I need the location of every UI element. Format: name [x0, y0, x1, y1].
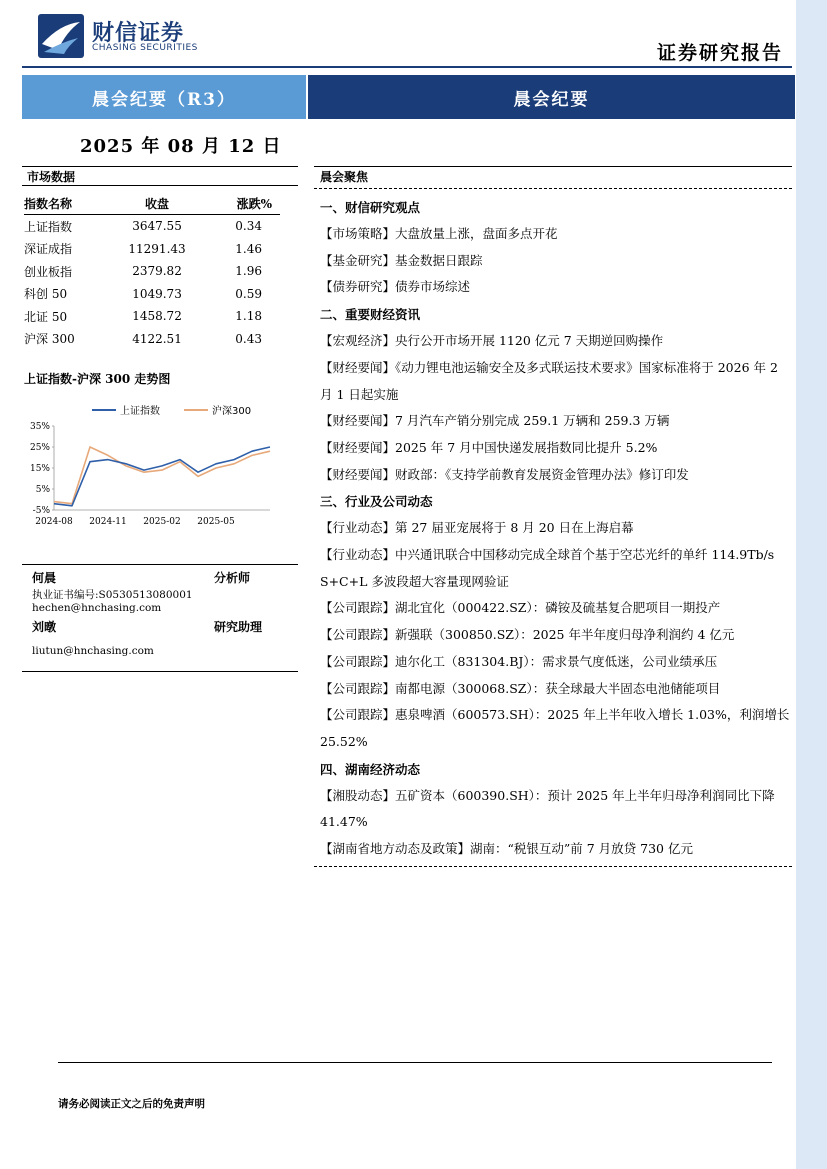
logo-name-en: CHASING SECURITIES [92, 43, 198, 53]
series-line [54, 447, 270, 504]
y-tick-label: 25% [29, 443, 50, 453]
index-name: 北证 50 [24, 309, 68, 324]
trend-chart [22, 398, 300, 533]
index-change: 1.96 [235, 264, 262, 279]
focus-title: 晨会聚焦 [314, 166, 792, 186]
index-close: 4122.51 [132, 331, 182, 346]
index-close: 11291.43 [128, 241, 186, 256]
x-tick-label: 2025-05 [197, 517, 235, 527]
news-item: 【湘股动态】五矿资本（600390.SH）：预计 2025 年上半年归母净利润同比下降 41.47% [320, 787, 775, 830]
footer-divider [58, 1062, 772, 1063]
news-item: 【公司跟踪】湖北宜化（000422.SZ）：磷铵及硫基复合肥项目一期投产 [320, 600, 721, 616]
table-row [24, 260, 280, 283]
news-list [320, 194, 792, 863]
news-item: 【行业动态】中兴通讯联合中国移动完成全球首个基于空芯光纤的单纤 114.9Tb/s S+C+L 多波段超大容量现网验证 [320, 547, 775, 589]
news-item: 【财经要闻】7 月汽车产销分别完成 259.1 万辆和 259.3 万辆 [320, 413, 670, 429]
index-change: 0.43 [235, 331, 262, 346]
news-item: 【财经要闻】《动力锂电池运输安全及多式联运技术要求》国家标准将于 2026 年 2 月 1 日起实施 [320, 359, 778, 402]
news-item: 【财经要闻】2025 年 7 月中国快递发展指数同比提升 5.2% [320, 439, 658, 455]
news-section-heading: 三、行业及公司动态 [320, 494, 433, 510]
index-close: 2379.82 [132, 264, 182, 279]
x-tick-label: 2024-08 [35, 517, 73, 527]
x-tick-label: 2025-02 [143, 517, 181, 527]
logo-name-cn: 财信证券 [92, 21, 185, 46]
col-change: 涨跌% [236, 196, 272, 211]
index-change: 0.34 [235, 219, 262, 234]
index-name: 上证指数 [24, 219, 73, 234]
table-row [24, 215, 280, 238]
table-row [24, 283, 280, 306]
banner-left: 晨会纪要（R3） [22, 75, 306, 119]
news-item: 【公司跟踪】迪尔化工（831304.BJ）：需求景气度低迷，公司业绩承压 [320, 653, 718, 669]
news-item: 【市场策略】大盘放量上涨，盘面多点开花 [320, 226, 558, 241]
analyst-name: 何晨 [32, 571, 57, 585]
assistant-role: 研究助理 [214, 620, 263, 634]
news-section-heading: 一、财信研究观点 [320, 200, 421, 215]
news-item: 【公司跟踪】南都电源（300068.SZ）：获全球最大半固态电池储能项目 [320, 680, 721, 696]
assistant-email: liutun@hnchasing.com [32, 645, 154, 657]
index-name: 科创 50 [24, 287, 68, 302]
news-item: 【行业动态】第 27 届亚宠展将于 8 月 20 日在上海启幕 [320, 520, 634, 536]
company-logo-icon [38, 14, 84, 58]
y-tick-label: 35% [29, 422, 50, 432]
x-tick-label: 2024-11 [89, 517, 127, 527]
index-close: 3647.55 [132, 219, 182, 234]
index-name: 深证成指 [24, 242, 73, 257]
market-data-title: 市场数据 [22, 166, 298, 186]
index-change: 0.59 [235, 286, 262, 301]
news-item: 【湖南省地方动态及政策】湖南：“税银互动”前 7 月放贷 730 亿元 [320, 841, 693, 857]
report-type-label: 证券研究报告 [656, 42, 783, 64]
col-close: 收盘 [145, 196, 170, 211]
news-item: 【债券研究】债券市场综述 [320, 279, 471, 295]
market-table-header [24, 192, 280, 215]
header-divider [22, 66, 792, 68]
news-end-divider [314, 866, 792, 867]
analyst-license: 执业证书编号:S0530513080001 [32, 589, 193, 601]
analyst-email: hechen@hnchasing.com [32, 602, 162, 614]
side-decoration-bar [796, 0, 827, 1169]
y-tick-label: 5% [35, 485, 50, 495]
legend-label: 沪深300 [212, 406, 252, 417]
y-tick-label: 15% [29, 464, 50, 474]
market-table [24, 192, 280, 350]
news-section-heading: 二、重要财经资讯 [320, 307, 421, 323]
focus-divider [314, 188, 792, 189]
news-item: 【基金研究】基金数据日跟踪 [320, 252, 483, 268]
assistant-name: 刘暾 [32, 620, 57, 634]
news-item: 【宏观经济】央行公开市场开展 1120 亿元 7 天期逆回购操作 [320, 333, 664, 349]
table-row [24, 238, 280, 261]
index-close: 1458.72 [132, 309, 182, 324]
y-tick-label: -5% [32, 506, 50, 516]
analyst-box [22, 564, 298, 672]
legend-label: 上证指数 [120, 406, 160, 417]
news-section-heading: 四、湖南经济动态 [320, 761, 421, 777]
news-item: 【公司跟踪】惠泉啤酒（600573.SH）：2025 年上半年收入增长 1.03%，利润增长 25.52% [320, 707, 790, 749]
index-close: 1049.73 [132, 286, 182, 301]
table-row [24, 328, 280, 351]
analyst-role: 分析师 [214, 571, 251, 585]
news-item: 【财经要闻】财政部：《支持学前教育发展资金管理办法》修订印发 [320, 466, 689, 482]
disclaimer-note: 请务必阅读正文之后的免责声明 [58, 1098, 205, 1110]
banner-right: 晨会纪要 [308, 75, 795, 119]
col-index-name: 指数名称 [24, 196, 73, 211]
index-change: 1.18 [235, 309, 262, 324]
table-row [24, 305, 280, 328]
index-change: 1.46 [235, 241, 262, 256]
news-item: 【公司跟踪】新强联（300850.SZ）：2025 年半年度归母净利润约 4 亿元 [320, 627, 735, 643]
index-name: 沪深 300 [24, 332, 75, 347]
chart-title: 上证指数-沪深 300 走势图 [24, 372, 171, 386]
index-name: 创业板指 [24, 264, 73, 279]
report-date: 2025 年 08 月 12 日 [80, 136, 282, 157]
